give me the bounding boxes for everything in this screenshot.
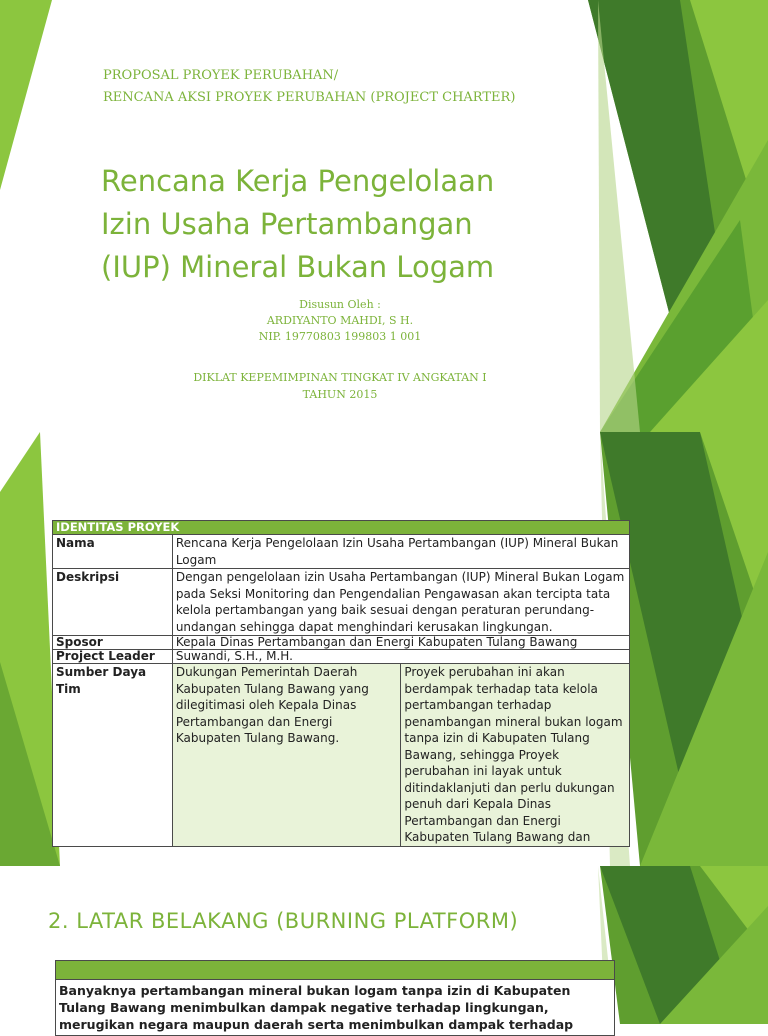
tahun-label: TAHUN 2015 [302,388,378,401]
row-value-sumber-impact: Proyek perubahan ini akan berdampak terhadap tata kelola pertambangan terhadap penambangan mineral bukan logam tanpa izin di Kabupaten Tulang Bawang, sehingga Proyek perubahan ini layak untuk ditindaklanjuti dan perlu dukungan penuh dari Kepala Dinas Pertambangan dan Energi Kabupaten Tulang Bawang dan [401,664,630,847]
identity-table [52,520,630,847]
row-value-leader: Suwandi, S.H., M.H. [172,650,629,664]
row-value-sposor: Kepala Dinas Pertambangan dan Energi Kabupaten Tulang Bawang [172,636,629,650]
background-table-header [56,961,614,980]
row-value-deskripsi: Dengan pengelolaan izin Usaha Pertambangan (IUP) Mineral Bukan Logam pada Seksi Monitoring dan Pengendalian Pengawasan akan tercipta tata kelola pertambangan yang baik sesuai dengan peraturan perundang-undangan sehingga dapat menghindari kerusakan lingkungan. [172,569,629,636]
row-value-nama: Rencana Kerja Pengelolaan Izin Usaha Pertambangan (IUP) Mineral Bukan Logam [172,535,629,569]
row-label-sumber: Sumber Daya Tim [53,664,173,847]
identity-slide [0,432,768,866]
background-slide [0,866,768,1032]
section-heading: 2. LATAR BELAKANG (BURNING PLATFORM) [48,909,519,933]
title-line-2: Izin Usaha Pertambangan [101,207,473,241]
row-label-nama: Nama [53,535,173,569]
table-header: IDENTITAS PROYEK [53,521,630,535]
row-label-sposor: Sposor [53,636,173,650]
proposal-line-2: RENCANA AKSI PROYEK PERUBAHAN (PROJECT CHARTER) [103,90,516,105]
author-name: ARDIYANTO MAHDI, S H. [266,314,414,327]
row-value-sumber: Dukungan Pemerintah Daerah Kabupaten Tulang Bawang yang dilegitimasi oleh Kepala Dinas Pertambangan dan Energi Kabupaten Tulang Bawang. [172,664,401,847]
background-table [55,960,615,1036]
proposal-line-1: PROPOSAL PROYEK PERUBAHAN/ [103,68,339,83]
title-line-1: Rencana Kerja Pengelolaan [101,164,495,198]
disusun-label: Disusun Oleh : [299,298,381,311]
title-line-3: (IUP) Mineral Bukan Logam [101,250,495,284]
row-label-deskripsi: Deskripsi [53,569,173,636]
slide-title [101,160,494,289]
author-nip: NIP. 19770803 199803 1 001 [258,330,422,343]
row-label-leader: Project Leader [53,650,173,664]
background-text: Banyaknya pertambangan mineral bukan logam tanpa izin di Kabupaten Tulang Bawang menimbulkan dampak negative terhadap lingkungan, merugikan negara maupun daerah serta menimbulkan dampak terhadap [59,983,574,1032]
title-slide [0,0,768,432]
diklat-label: DIKLAT KEPEMIMPINAN TINGKAT IV ANGKATAN I [193,371,487,384]
